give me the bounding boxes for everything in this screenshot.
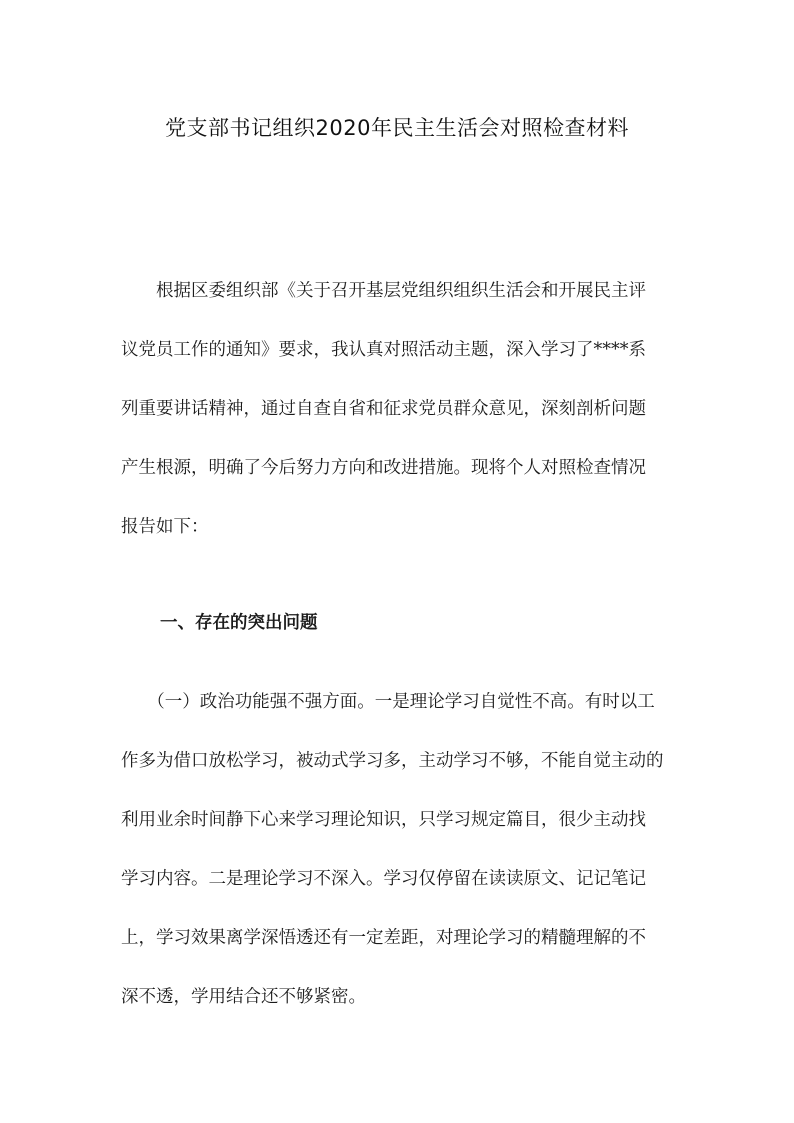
paragraph-line: 列重要讲话精神，通过自查自省和征求党员群众意见，深刻剖析问题 <box>121 399 646 419</box>
paragraph-line: 作多为借口放松学习，被动式学习多，主动学习不够，不能自觉主动的 <box>121 751 664 771</box>
paragraph-line: 议党员工作的通知》要求，我认真对照活动主题，深入学习了****系 <box>121 340 646 360</box>
paragraph-line: 产生根源，明确了今后努力方向和改进措施。现将个人对照检查情况 <box>121 458 646 478</box>
paragraph-line: 学习内容。二是理论学习不深入。学习仅停留在读读原文、记记笔记 <box>121 869 646 889</box>
paragraph-line: 报告如下： <box>121 517 209 537</box>
section-1-paragraph <box>121 673 677 1027</box>
paragraph-line: 深不透，学用结合还不够紧密。 <box>121 987 366 1007</box>
section-heading: 一、存在的突出问题 <box>160 613 318 633</box>
paragraph-line: 上，学习效果离学深悟透还有一定差距，对理论学习的精髓理解的不 <box>121 928 646 948</box>
paragraph-line: 利用业余时间静下心来学习理论知识，只学习规定篇目，很少主动找 <box>121 810 646 830</box>
document-title: 党支部书记组织2020年民主生活会对照检查材料 <box>165 116 629 140</box>
paragraph-line: （一）政治功能强不强方面。一是理论学习自觉性不高。有时以工 <box>121 692 655 712</box>
paragraph-line: 根据区委组织部《关于召开基层党组织组织生活会和开展民主评 <box>121 281 646 301</box>
intro-paragraph <box>121 262 677 557</box>
